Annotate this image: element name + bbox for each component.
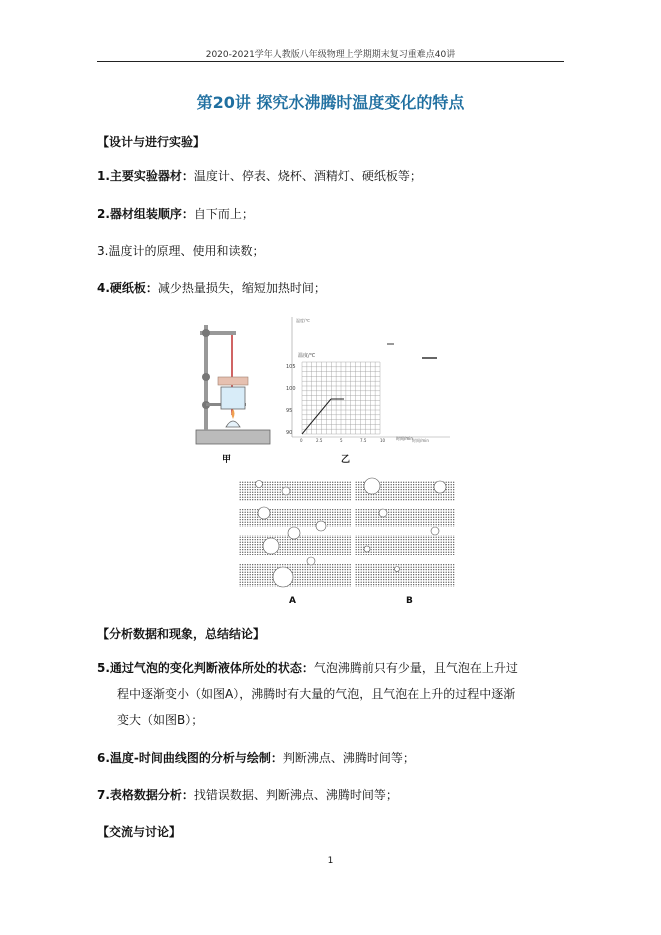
xtick-2-5: 2.5 <box>316 438 323 443</box>
temperature-time-graph <box>282 312 454 452</box>
item-4 <box>97 275 567 301</box>
item-6-label: 6.温度-时间曲线图的分析与绘制： <box>97 751 283 765</box>
section-heading-design: 【设计与进行实验】 <box>97 135 206 149</box>
apparatus-figure <box>188 315 278 455</box>
xtick-10: 10 <box>380 438 386 443</box>
figure-caption-jia: 甲 <box>222 455 232 465</box>
xtick-5: 5 <box>340 438 343 443</box>
item-2-label: 2.器材组装顺序： <box>97 207 194 221</box>
figure-caption-b: B <box>406 596 413 606</box>
item-1-text: 温度计、停表、烧杯、酒精灯、硬纸板等； <box>193 169 422 183</box>
page-number: 1 <box>327 856 334 866</box>
item-5-line-3: 变大（如图B）； <box>117 713 204 727</box>
item-5-line-2: 程中逐渐变小（如图A），沸腾时有大量的气泡，且气泡在上升的过程中逐渐 <box>117 687 516 701</box>
header-divider <box>97 61 564 62</box>
item-7-label: 7.表格数据分析： <box>97 788 194 802</box>
item-2-text: 自下而上； <box>193 207 254 221</box>
item-6-text: 判断沸点、沸腾时间等； <box>282 751 415 765</box>
ytick-95: 95 <box>286 408 293 414</box>
item-5-line-1 <box>97 655 567 681</box>
ytick-100: 100 <box>286 386 296 392</box>
xtick-7-5: 7.5 <box>360 438 367 443</box>
figure-caption-yi: 乙 <box>341 455 351 465</box>
item-4-text: 减少热量损失，缩短加热时间； <box>157 281 326 295</box>
ytick-90: 90 <box>286 430 293 436</box>
ytick-105: 105 <box>286 364 296 370</box>
bubble-figure-a <box>239 471 351 591</box>
item-5-label: 5.通过气泡的变化判断液体所处的状态： <box>97 661 314 675</box>
item-6 <box>97 745 567 771</box>
page-title: 第20讲 探究水沸腾时温度变化的特点 <box>196 93 465 112</box>
graph-xlabel: 时间/min <box>396 436 413 441</box>
outer-ylabel: 温度/℃ <box>296 318 310 323</box>
xtick-0: 0 <box>300 438 303 443</box>
item-7-text: 找错误数据、判断沸点、沸腾时间等； <box>193 788 398 802</box>
item-4-label: 4.硬纸板： <box>97 281 158 295</box>
item-5-text-1: 气泡沸腾前只有少量，且气泡在上升过 <box>313 661 518 675</box>
bubble-figure-b <box>355 471 455 591</box>
section-heading-analysis: 【分析数据和现象，总结结论】 <box>97 627 266 641</box>
outer-xlabel: 时间/min <box>412 438 429 443</box>
item-1-label: 1.主要实验器材： <box>97 169 194 183</box>
item-3 <box>97 238 567 264</box>
graph-grid <box>302 362 380 434</box>
item-1 <box>97 163 567 189</box>
page-header: 2020-2021学年人教版八年级物理上学期期末复习重难点40讲 <box>205 50 456 60</box>
item-7 <box>97 782 567 808</box>
section-heading-discussion: 【交流与讨论】 <box>97 825 182 839</box>
item-2 <box>97 201 567 227</box>
item-3-text: 3.温度计的原理、使用和读数； <box>97 244 265 258</box>
figure-caption-a: A <box>289 596 296 606</box>
graph-ylabel: 温度/℃ <box>298 353 316 359</box>
